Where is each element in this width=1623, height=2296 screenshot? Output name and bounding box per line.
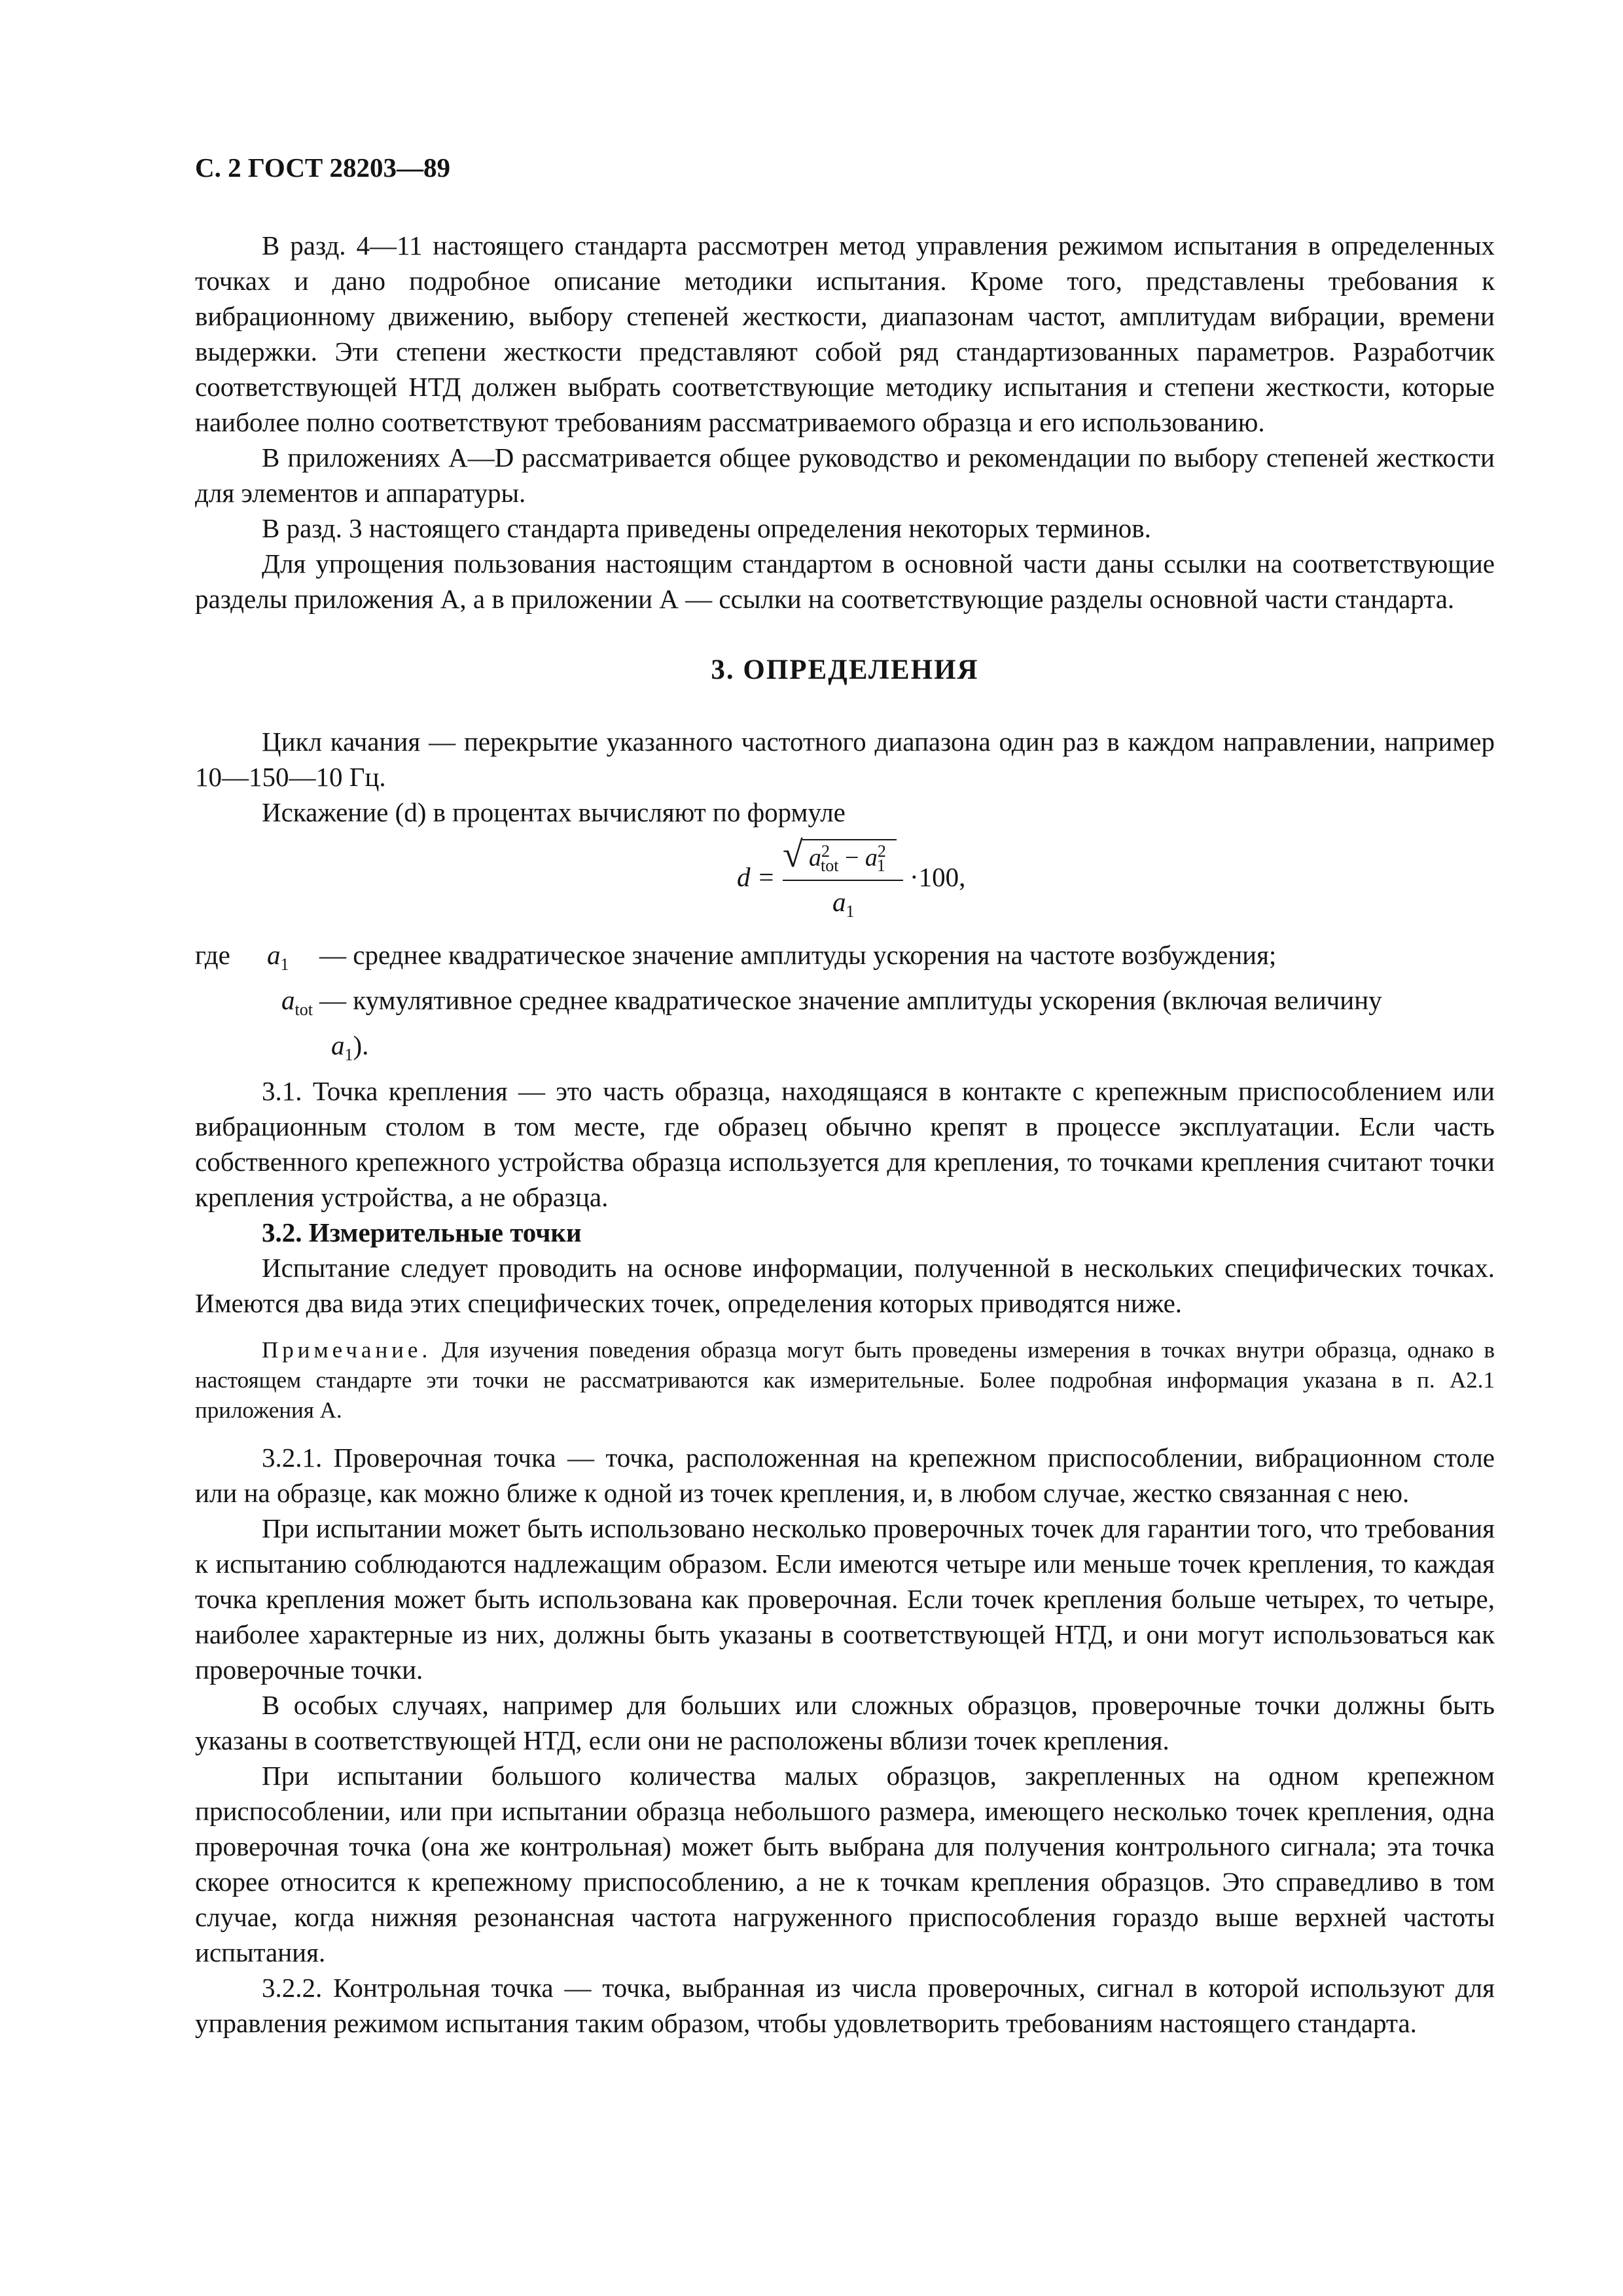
legend-def-atot-tail: $a_1$). [331,1030,369,1065]
intro-paragraph-1: В разд. 4—11 настоящего стандарта рассмотрен метод управления режимом испытания в определенных точках и дано подробное описание методики испытания. Кроме того, представлены требования к вибрационному движению, выбору степеней жесткости, диапазонам частот, амплитудам вибрации, времени выдержки. Эти степени жесткости представляют собой ряд стандартизованных параметров. Разработчик соответствующей НТД должен выбрать соответствующие методику испытания и степени жесткости, которые наиболее полно соответствуют требованиям рассматриваемого образца и его использованию. [195,230,1495,437]
formula-numerator: $a^2_{tot} - a^2_1$ [809,842,886,876]
fraction-bar [783,880,903,881]
definition-distortion: Искажение (d) в процентах вычисляют по формуле [262,797,846,827]
legend-symbol-a1: $a_1$ [267,940,289,975]
formula-fraction [783,835,903,933]
legend-row-a1: где $a_1$ — среднее квадратическое значение амплитуды ускорения на частоте возбуждения; [195,937,1495,982]
legend-row-atot [195,982,1495,1028]
legend-symbol-atot: $a_{tot}$ [281,985,313,1020]
sqrt-sign-icon: √ [783,834,803,875]
distortion-formula [195,835,1495,933]
note-text: Для изучения поведения образца могут быть проведены измерения в точках внутри образца, однако в настоящем стандарте эти точки не рассматриваются как измерительные. Более подробная информация указана в п. А2.1 приложения А. [195,1336,1495,1423]
note-label: Примечание. [262,1336,432,1363]
formula-denominator: $a_1$ [832,887,855,922]
subsection-3-2-title: 3.2. Измерительные точки [262,1217,582,1247]
note [195,1335,1495,1426]
definition-cycle: Цикл качания — перекрытие указанного частотного диапазона один раз в каждом направлении, например 10—150—10 Гц. [195,726,1495,792]
running-head: С. 2 ГОСТ 28203—89 [195,152,451,183]
intro-paragraph-4: Для упрощения пользования настоящим стандартом в основной части даны ссылки на соответствующие разделы приложения А, а в приложении А — ссылки на соответствующие разделы основной части стандарта. [195,548,1495,614]
intro-paragraph-3: В разд. 3 настоящего стандарта приведены определения некоторых терминов. [262,513,1151,543]
clause-3-2: Испытание следует проводить на основе информации, полученной в нескольких специфических точках. Имеются два вида этих специфических точек, определения которых приводятся ниже. [195,1252,1495,1318]
clause-3-2-2: 3.2.2. Контрольная точка — точка, выбранная из числа проверочных, сигнал в которой используют для управления режимом испытания таким образом, чтобы удовлетворить требованиям настоящего стандарта. [195,1972,1495,2038]
clause-3-2-1-paragraph-a: При испытании может быть использовано несколько проверочных точек для гарантии того, что требования к испытанию соблюдаются надлежащим образом. Если имеются четыре или меньше точек крепления, то каждая точка крепления может быть использована как проверочная. Если точек крепления больше четырех, то четыре, наиболее характерные из них, должны быть указаны в соответствующей НТД, и они могут использоваться как проверочные точки. [195,1513,1495,1685]
clause-3-2-1: 3.2.1. Проверочная точка — точка, расположенная на крепежном приспособлении, вибрационном столе или на образце, как можно ближе к одной из точек крепления, и, в любом случае, жестко связанная с нею. [195,1442,1495,1508]
legend-def-atot: — кумулятивное среднее квадратическое значение амплитуды ускорения (включая величину [319,985,1382,1016]
clause-3-2-1-paragraph-b: В особых случаях, например для больших или сложных образцов, проверочные точки должны быть указаны в соответствующей НТД, если они не расположены вблизи точек крепления. [195,1689,1495,1755]
legend-def-a1: — среднее квадратическое значение амплитуды ускорения на частоте возбуждения; [319,940,1277,970]
formula-legend [195,937,1495,1073]
formula-lhs: d = [737,862,776,892]
clause-3-1: 3.1. Точка крепления — это часть образца, находящаяся в контакте с крепежным приспособлением или вибрационным столом в том месте, где образец обычно крепят в процессе эксплуатации. Если часть собственного крепежного устройства образца используется для крепления, то точками крепления считают точки крепления устройства, а не образца. [195,1075,1495,1212]
section-title: 3. ОПРЕДЕЛЕНИЯ [711,655,979,685]
intro-paragraph-2: В приложениях A—D рассматривается общее руководство и рекомендации по выбору степеней жесткости для элементов и аппаратуры. [195,442,1495,508]
clause-3-2-1-paragraph-c: При испытании большого количества малых образцов, закрепленных на одном крепежном приспособлении, или при испытании образца небольшого размера, имеющего несколько точек крепления, одна проверочная точка (она же контрольная) может быть выбрана для получения контрольного сигнала; эта точка скорее относится к крепежному приспособлению, а не к точкам крепления образцов. Это справедливо в том случае, когда нижняя резонансная частота нагруженного приспособления гораздо выше верхней частоты испытания. [195,1760,1495,1967]
formula-tail: ·100, [910,862,966,892]
page-content [195,149,1495,2041]
